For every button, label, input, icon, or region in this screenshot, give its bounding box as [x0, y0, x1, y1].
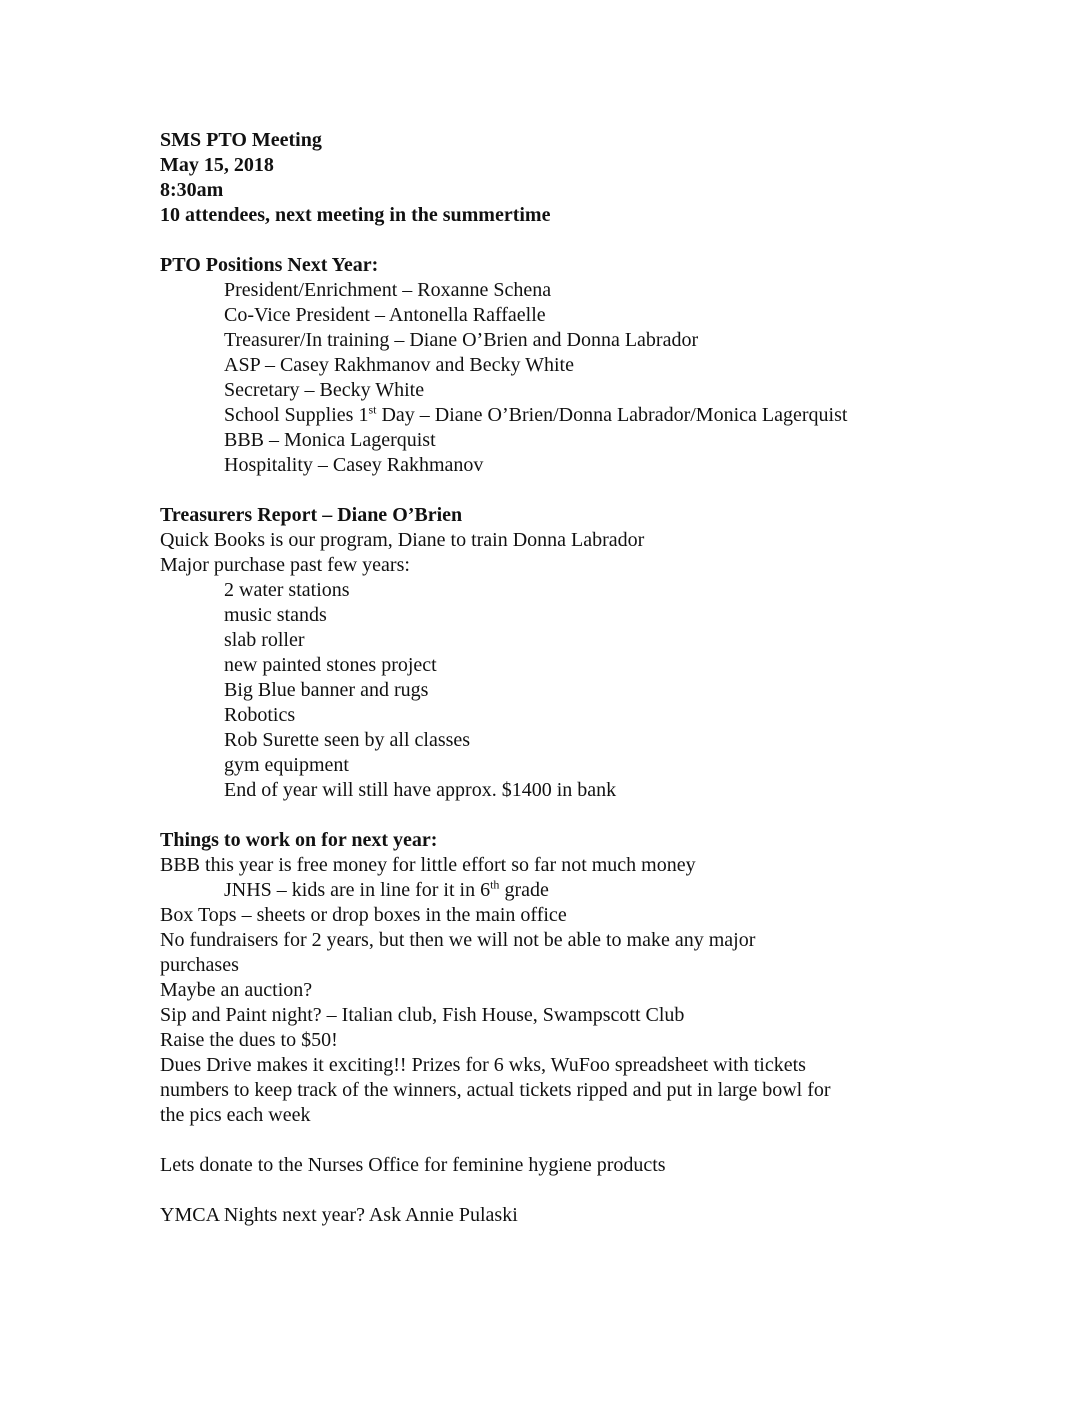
spacer — [160, 1178, 960, 1203]
purchase-item: music stands — [224, 604, 327, 626]
purchase-item: gym equipment — [224, 754, 349, 776]
meeting-minutes — [160, 128, 960, 1228]
purchase-item: 2 water stations — [224, 579, 350, 601]
position-item: Co-Vice President – Antonella Raffaelle — [224, 304, 546, 326]
ymca-note: YMCA Nights next year? Ask Annie Pulaski — [160, 1204, 518, 1226]
jnhs-superscript: th — [490, 877, 500, 892]
treasurer-heading: Treasurers Report – Diane O’Brien — [160, 504, 463, 526]
purchase-item: Big Blue banner and rugs — [224, 679, 429, 701]
positions-heading: PTO Positions Next Year: — [160, 254, 379, 276]
purchase-item: new painted stones project — [224, 654, 437, 676]
meeting-date: May 15, 2018 — [160, 154, 274, 176]
position-item: Secretary – Becky White — [224, 379, 425, 401]
next-year-item: Dues Drive makes it exciting!! Prizes for 6 wks, WuFoo spreadsheet with tickets — [160, 1054, 806, 1076]
next-year-item-continued: purchases — [160, 954, 239, 976]
next-year-item: Raise the dues to $50! — [160, 1029, 338, 1051]
position-item: Treasurer/In training – Diane O’Brien and Donna Labrador — [224, 329, 699, 351]
spacer — [160, 803, 960, 828]
treasurer-note: Quick Books is our program, Diane to train Donna Labrador — [160, 529, 645, 551]
next-year-item: BBB this year is free money for little effort so far not much money — [160, 854, 696, 876]
position-item-school-supplies — [160, 403, 960, 428]
next-year-item-continued: numbers to keep track of the winners, actual tickets ripped and put in large bowl for — [160, 1079, 831, 1101]
next-year-item: Maybe an auction? — [160, 979, 313, 1001]
supplies-text-end: Day – Diane O’Brien/Donna Labrador/Monica Lagerquist — [376, 404, 848, 426]
spacer — [160, 1128, 960, 1153]
supplies-superscript: st — [368, 402, 377, 417]
jnhs-item — [160, 878, 960, 903]
position-item: Hospitality – Casey Rakhmanov — [224, 454, 484, 476]
jnhs-text-end: grade — [499, 879, 549, 901]
position-item: President/Enrichment – Roxanne Schena — [224, 279, 552, 301]
purchase-item: End of year will still have approx. $1400 in bank — [224, 779, 617, 801]
purchases-intro: Major purchase past few years: — [160, 554, 410, 576]
spacer — [160, 228, 960, 253]
jnhs-text-start: JNHS – kids are in line for it in 6 — [224, 879, 491, 901]
document-title: SMS PTO Meeting — [160, 129, 322, 151]
spacer — [160, 478, 960, 503]
purchase-item: Robotics — [224, 704, 296, 726]
position-item: ASP – Casey Rakhmanov and Becky White — [224, 354, 574, 376]
next-year-heading: Things to work on for next year: — [160, 829, 438, 851]
donation-note: Lets donate to the Nurses Office for feminine hygiene products — [160, 1154, 666, 1176]
next-year-item: Sip and Paint night? – Italian club, Fish House, Swampscott Club — [160, 1004, 685, 1026]
supplies-text-start: School Supplies 1 — [224, 404, 369, 426]
next-year-item: No fundraisers for 2 years, but then we will not be able to make any major — [160, 929, 756, 951]
next-year-item-continued: the pics each week — [160, 1104, 311, 1126]
meeting-time: 8:30am — [160, 179, 224, 201]
attendance-note: 10 attendees, next meeting in the summertime — [160, 204, 551, 226]
next-year-item: Box Tops – sheets or drop boxes in the main office — [160, 904, 567, 926]
purchase-item: Rob Surette seen by all classes — [224, 729, 471, 751]
position-item: BBB – Monica Lagerquist — [224, 429, 436, 451]
purchase-item: slab roller — [224, 629, 305, 651]
